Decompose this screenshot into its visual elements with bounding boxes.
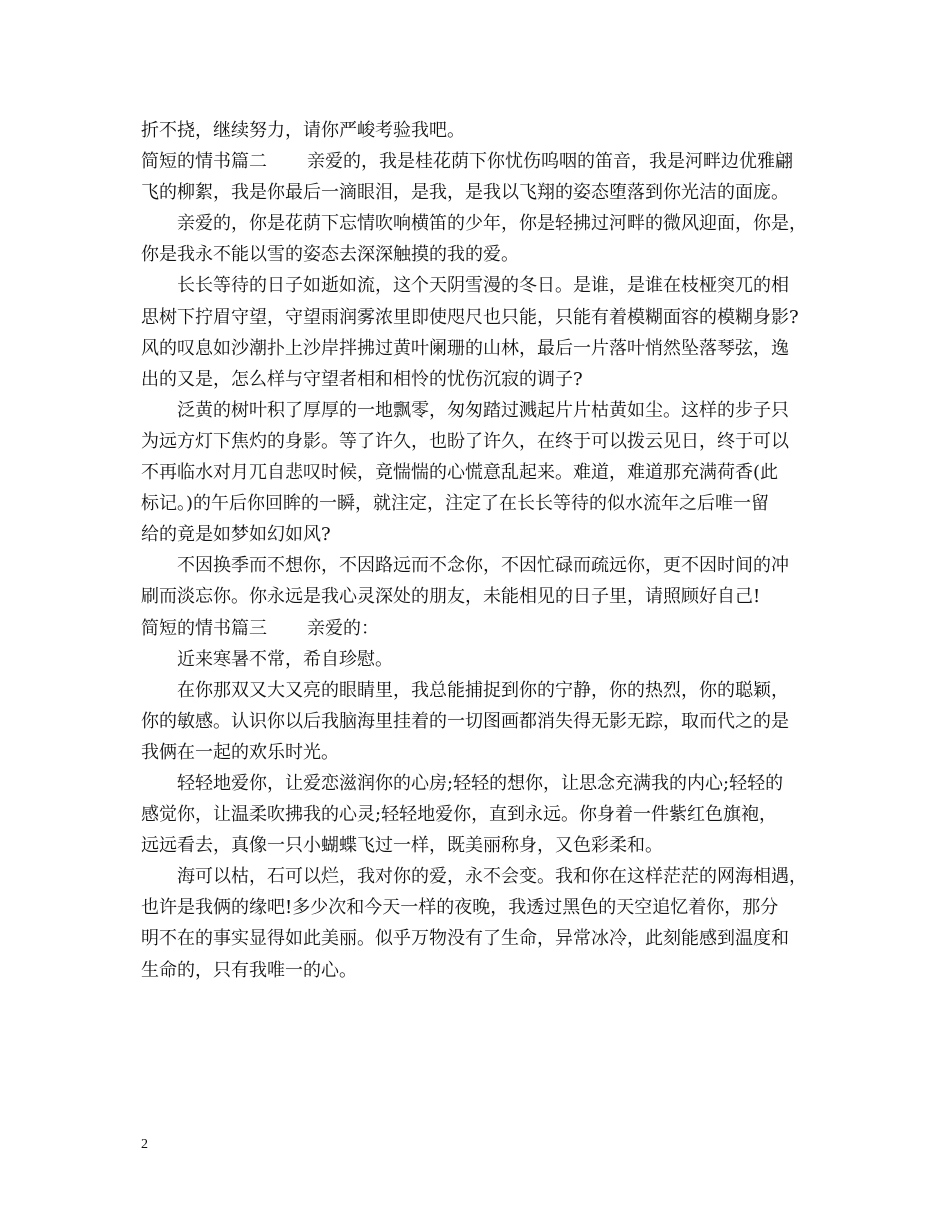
text-line (141, 457, 829, 488)
text-line (141, 550, 829, 581)
line-text: 长长等待的日子如逝如流，这个天阴雪漫的冬日。是谁，是谁在枝桠突兀的相 (177, 275, 789, 297)
text-line (141, 737, 829, 768)
text-line (141, 706, 829, 737)
line-text: 亲爱的，你是花荫下忘情吹响横笛的少年，你是轻拂过河畔的微风迎面，你是， (177, 213, 807, 235)
line-text: 折不挠，继续努力，请你严峻考验我吧。 (141, 120, 465, 141)
line-text: 轻轻地爱你，让爱恋滋润你的心房;轻轻的想你，让思念充满我的内心;轻轻的 (177, 772, 784, 794)
text-line (141, 146, 829, 177)
text-line (141, 830, 829, 861)
line-text: 远远看去，真像一只小蝴蝶飞过一样，既美丽称身，又色彩柔和。 (141, 835, 663, 857)
text-line (141, 177, 829, 208)
section-heading: 简短的情书篇三 (141, 617, 267, 639)
line-text: 不因换季而不想你，不因路远而不念你，不因忙碌而疏远你，更不因时间的冲 (177, 555, 789, 577)
text-line (141, 768, 829, 799)
text-line (141, 302, 829, 333)
text-line (141, 395, 829, 426)
text-line (141, 923, 829, 954)
text-line (141, 364, 829, 395)
line-text: 亲爱的，我是桂花荫下你忧伤呜咽的笛音，我是河畔边优雅翩 (307, 151, 793, 173)
line-text: 为远方灯下焦灼的身影。等了许久，也盼了许久，在终于可以拨云见日，终于可以 (141, 430, 789, 452)
line-text: 在你那双又大又亮的眼睛里，我总能捕捉到你的宁静，你的热烈，你的聪颖， (177, 679, 789, 701)
page-number: 2 (141, 1137, 148, 1152)
line-text: 亲爱的： (307, 617, 379, 639)
line-text: 感觉你，让温柔吹拂我的心灵;轻轻地爱你，直到永远。你身着一件紫红色旗袍， (141, 804, 778, 826)
line-text: 你的敏感。认识你以后我脑海里挂着的一切图画都消失得无影无踪，取而代之的是 (141, 710, 789, 732)
text-line (141, 581, 829, 612)
line-text: 明不在的事实显得如此美丽。似乎万物没有了生命，异常冰冷，此刻能感到温度和 (141, 928, 789, 950)
text-line (141, 892, 829, 923)
text-line (141, 115, 829, 146)
text-line (141, 644, 829, 675)
text-line (141, 270, 829, 301)
text-line (141, 426, 829, 457)
line-text: 泛黄的树叶积了厚厚的一地飘零，匆匆踏过溅起片片枯黄如尘。这样的步子只 (177, 399, 789, 421)
text-line (141, 861, 829, 892)
text-line (141, 488, 829, 519)
text-line (141, 613, 829, 644)
line-text: 海可以枯，石可以烂，我对你的爱，永不会变。我和你在这样茫茫的网海相遇， (177, 866, 807, 888)
line-text: 标记。)的午后你回眸的一瞬，就注定，注定了在长长等待的似水流年之后唯一留 (141, 493, 770, 515)
line-text: 我俩在一起的欢乐时光。 (141, 741, 339, 763)
text-line (141, 333, 829, 364)
section-heading: 简短的情书篇二 (141, 151, 267, 173)
line-text: 思树下拧眉守望，守望雨润雾浓里即使咫尺也只能，只能有着模糊面容的模糊身影? (141, 306, 799, 328)
line-text: 出的又是，怎么样与守望者相和相怜的忧伤沉寂的调子? (141, 368, 583, 390)
line-text: 近来寒暑不常，希自珍慰。 (177, 648, 393, 670)
line-text: 不再临水对月兀自悲叹时候，竟惴惴的心慌意乱起来。难道，难道那充满荷香(此 (141, 462, 779, 484)
text-line (141, 208, 829, 239)
line-text: 风的叹息如沙潮扑上沙岸拌拂过黄叶阑珊的山林，最后一片落叶悄然坠落琴弦，逸 (141, 337, 789, 359)
line-text: 飞的柳絮，我是你最后一滴眼泪，是我，是我以飞翔的姿态堕落到你光洁的面庞。 (141, 182, 789, 204)
text-line (141, 675, 829, 706)
line-text: 刷而淡忘你。你永远是我心灵深处的朋友，未能相见的日子里，请照顾好自己! (141, 586, 761, 608)
line-text: 你是我永不能以雪的姿态去深深触摸的我的爱。 (141, 244, 519, 266)
text-line (141, 799, 829, 830)
line-text: 也许是我俩的缘吧!多少次和今天一样的夜晚，我透过黑色的天空追忆着你，那分 (141, 897, 779, 919)
text-line (141, 955, 829, 986)
line-text: 生命的，只有我唯一的心。 (141, 959, 357, 981)
text-line (141, 519, 829, 550)
line-text: 给的竟是如梦如幻如风? (141, 524, 331, 546)
document-body (141, 115, 829, 986)
text-line (141, 239, 829, 270)
